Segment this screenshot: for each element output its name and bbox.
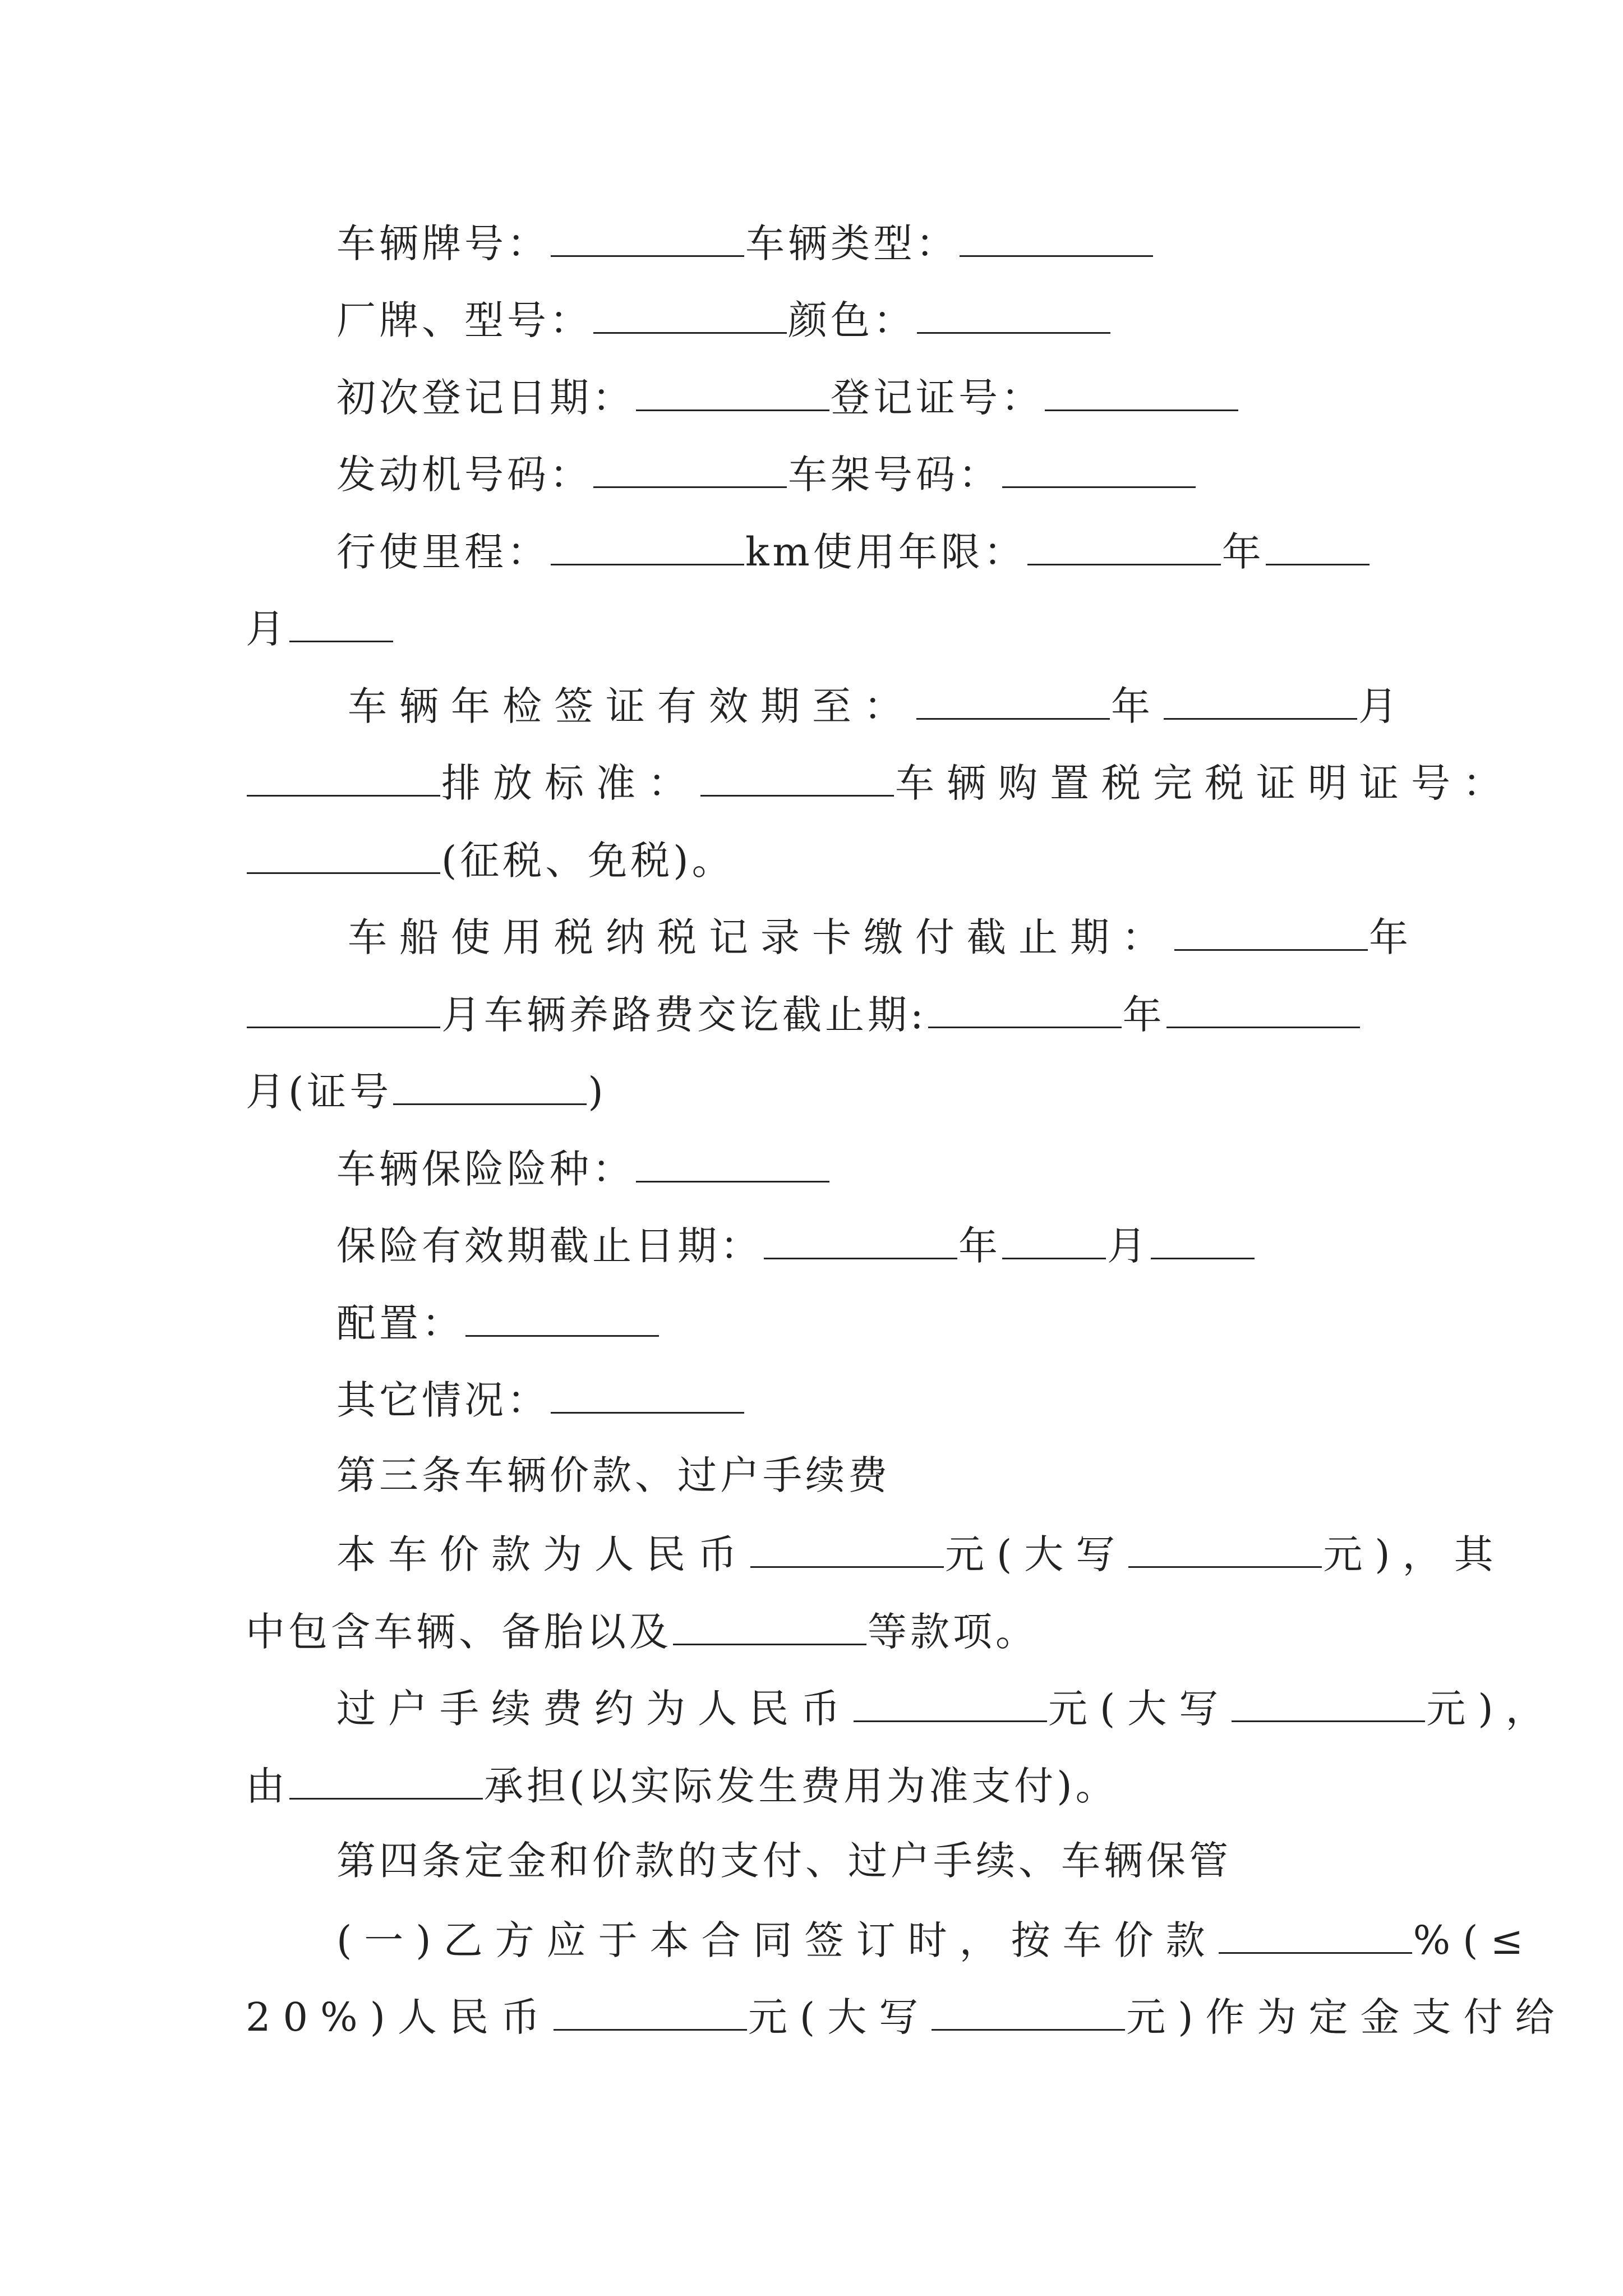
year-label: 年	[1221, 529, 1265, 575]
cert-no-blank[interactable]	[393, 1064, 587, 1105]
reg-cert-label: 登记证号：	[831, 375, 1044, 421]
years-label: 使用年限：	[813, 529, 1026, 575]
fee-payer-blank[interactable]	[289, 1759, 483, 1800]
purchase-tax-blank[interactable]	[247, 833, 440, 874]
inspection-year-blank[interactable]	[916, 679, 1110, 720]
road-fee-month-blank[interactable]	[1166, 987, 1360, 1028]
fee-line	[336, 1681, 1557, 1734]
month-label: 月	[1107, 1223, 1150, 1269]
price-text-2: 中包含车辆、备胎以及	[246, 1609, 672, 1655]
tax-paren: (征税、免税)。	[441, 838, 735, 884]
first-registration-line	[336, 370, 1239, 423]
clause-1-pct: %(≤	[1413, 1917, 1536, 1963]
emission-label: 排放标准：	[441, 760, 699, 806]
fee-text-1: 过户手续费约为人民币	[336, 1686, 852, 1732]
clause-1-line-cont	[246, 1990, 1567, 2042]
km-label: km	[745, 529, 813, 575]
price-upper-open: 元(大写	[945, 1531, 1128, 1577]
insurance-type-line	[336, 1142, 831, 1194]
first-reg-blank[interactable]	[636, 370, 829, 411]
price-line-cont	[246, 1604, 1038, 1657]
other-line	[336, 1373, 745, 1425]
mileage-line	[336, 524, 1371, 577]
purchase-tax-label: 车辆购置税完税证明证号：	[895, 760, 1514, 806]
brand-label: 厂牌、型号：	[336, 297, 592, 343]
fee-upper-blank[interactable]	[1232, 1681, 1425, 1722]
month-label: 月	[246, 1069, 288, 1115]
inspection-month-blank[interactable]	[1164, 679, 1357, 720]
emission-line	[246, 756, 1514, 808]
year-label: 年	[1369, 914, 1421, 960]
price-amount-blank[interactable]	[750, 1527, 944, 1568]
price-upper-blank[interactable]	[1128, 1527, 1322, 1568]
price-text-1: 本车价款为人民币	[336, 1531, 749, 1577]
road-fee-line-cont	[246, 1064, 607, 1117]
article-4-title	[336, 1835, 1232, 1886]
article-3-title	[336, 1450, 891, 1501]
inspection-label: 车辆年检签证有效期至：	[348, 683, 915, 729]
month-label: 月	[441, 992, 484, 1038]
insurance-month-blank[interactable]	[1002, 1218, 1106, 1259]
price-items-blank[interactable]	[673, 1604, 866, 1645]
article-4-heading: 第四条定金和价款的支付、过户手续、车辆保管	[336, 1838, 1232, 1884]
emission-blank[interactable]	[700, 756, 894, 797]
config-blank[interactable]	[465, 1296, 659, 1337]
insurance-type-label: 车辆保险险种：	[336, 1146, 635, 1192]
year-label: 年	[958, 1223, 1001, 1269]
fee-amount-blank[interactable]	[854, 1681, 1047, 1722]
insurance-expiry-line	[336, 1218, 1256, 1271]
vehicle-type-label: 车辆类型：	[745, 220, 958, 266]
engine-blank[interactable]	[593, 447, 787, 488]
vessel-tax-label: 车船使用税纳税记录卡缴付截止期：	[348, 914, 1173, 960]
brand-line	[336, 293, 1112, 346]
purchase-tax-line	[246, 833, 735, 886]
month-label: 月	[246, 606, 288, 652]
frame-blank[interactable]	[1002, 447, 1196, 488]
close-paren: )	[588, 1069, 607, 1115]
first-reg-label: 初次登记日期：	[336, 375, 635, 421]
clause-1-line	[336, 1913, 1536, 1966]
vessel-tax-month-blank[interactable]	[247, 987, 440, 1028]
fee-upper-open: 元(大写	[1048, 1686, 1231, 1732]
clause-1-text-1: (一)乙方应于本合同签订时，按车价款	[336, 1917, 1218, 1963]
config-line	[336, 1296, 660, 1349]
insurance-year-blank[interactable]	[764, 1218, 957, 1259]
road-fee-year-blank[interactable]	[928, 987, 1122, 1028]
inspection-line	[348, 679, 1410, 731]
deposit-upper-blank[interactable]	[932, 1990, 1125, 2031]
color-label: 颜色：	[788, 297, 916, 343]
years-extra-blank[interactable]	[289, 601, 393, 642]
price-text-3: 等款项。	[868, 1609, 1038, 1655]
plate-blank[interactable]	[551, 216, 744, 257]
other-blank[interactable]	[551, 1373, 744, 1414]
inspection-day-blank[interactable]	[247, 756, 440, 797]
brand-blank[interactable]	[593, 293, 787, 334]
engine-label: 发动机号码：	[336, 452, 592, 498]
mileage-label: 行使里程：	[336, 529, 550, 575]
frame-label: 车架号码：	[788, 452, 1001, 498]
mileage-blank[interactable]	[551, 524, 744, 565]
vehicle-type-blank[interactable]	[960, 216, 1153, 257]
other-label: 其它情况：	[336, 1377, 550, 1423]
month-label: 月	[1358, 683, 1410, 729]
road-fee-label: 车辆养路费交讫截止期:	[484, 992, 927, 1038]
year-label: 年	[1122, 992, 1165, 1038]
plate-label: 车辆牌号：	[336, 220, 550, 266]
vessel-tax-year-blank[interactable]	[1174, 910, 1368, 951]
insurance-type-blank[interactable]	[636, 1142, 829, 1182]
clause-1-text-2: 20%)人民币	[246, 1994, 552, 2040]
fee-text-by: 由	[246, 1763, 288, 1809]
years-month-blank[interactable]	[1266, 524, 1370, 565]
years-year-blank[interactable]	[1027, 524, 1221, 565]
reg-cert-blank[interactable]	[1045, 370, 1238, 411]
vehicle-plate-line	[336, 216, 1154, 269]
fee-close: 元)，	[1426, 1686, 1557, 1732]
road-fee-line	[246, 987, 1361, 1040]
price-line	[336, 1527, 1506, 1580]
year-label: 年	[1111, 683, 1163, 729]
fee-text-2: 承担(以实际发生费用为准支付)。	[484, 1763, 1118, 1809]
fee-line-cont	[246, 1759, 1118, 1811]
article-3-heading: 第三条车辆价款、过户手续费	[336, 1452, 891, 1498]
deposit-upper-open: 元(大写	[748, 1994, 931, 2040]
color-blank[interactable]	[917, 293, 1110, 334]
price-close: 元)，其	[1323, 1531, 1506, 1577]
clause-1-text-3: 元)作为定金支付给	[1126, 1994, 1567, 2040]
insurance-expiry-label: 保险有效期截止日期：	[336, 1223, 763, 1269]
config-label: 配置：	[336, 1300, 464, 1346]
deposit-amount-blank[interactable]	[554, 1990, 747, 2031]
clause-1-pct-blank[interactable]	[1219, 1913, 1412, 1954]
engine-line	[336, 447, 1197, 500]
mileage-line-cont	[246, 601, 394, 654]
vessel-tax-line	[348, 910, 1421, 963]
insurance-day-blank[interactable]	[1151, 1218, 1255, 1259]
cert-no-label: (证号	[288, 1069, 393, 1115]
